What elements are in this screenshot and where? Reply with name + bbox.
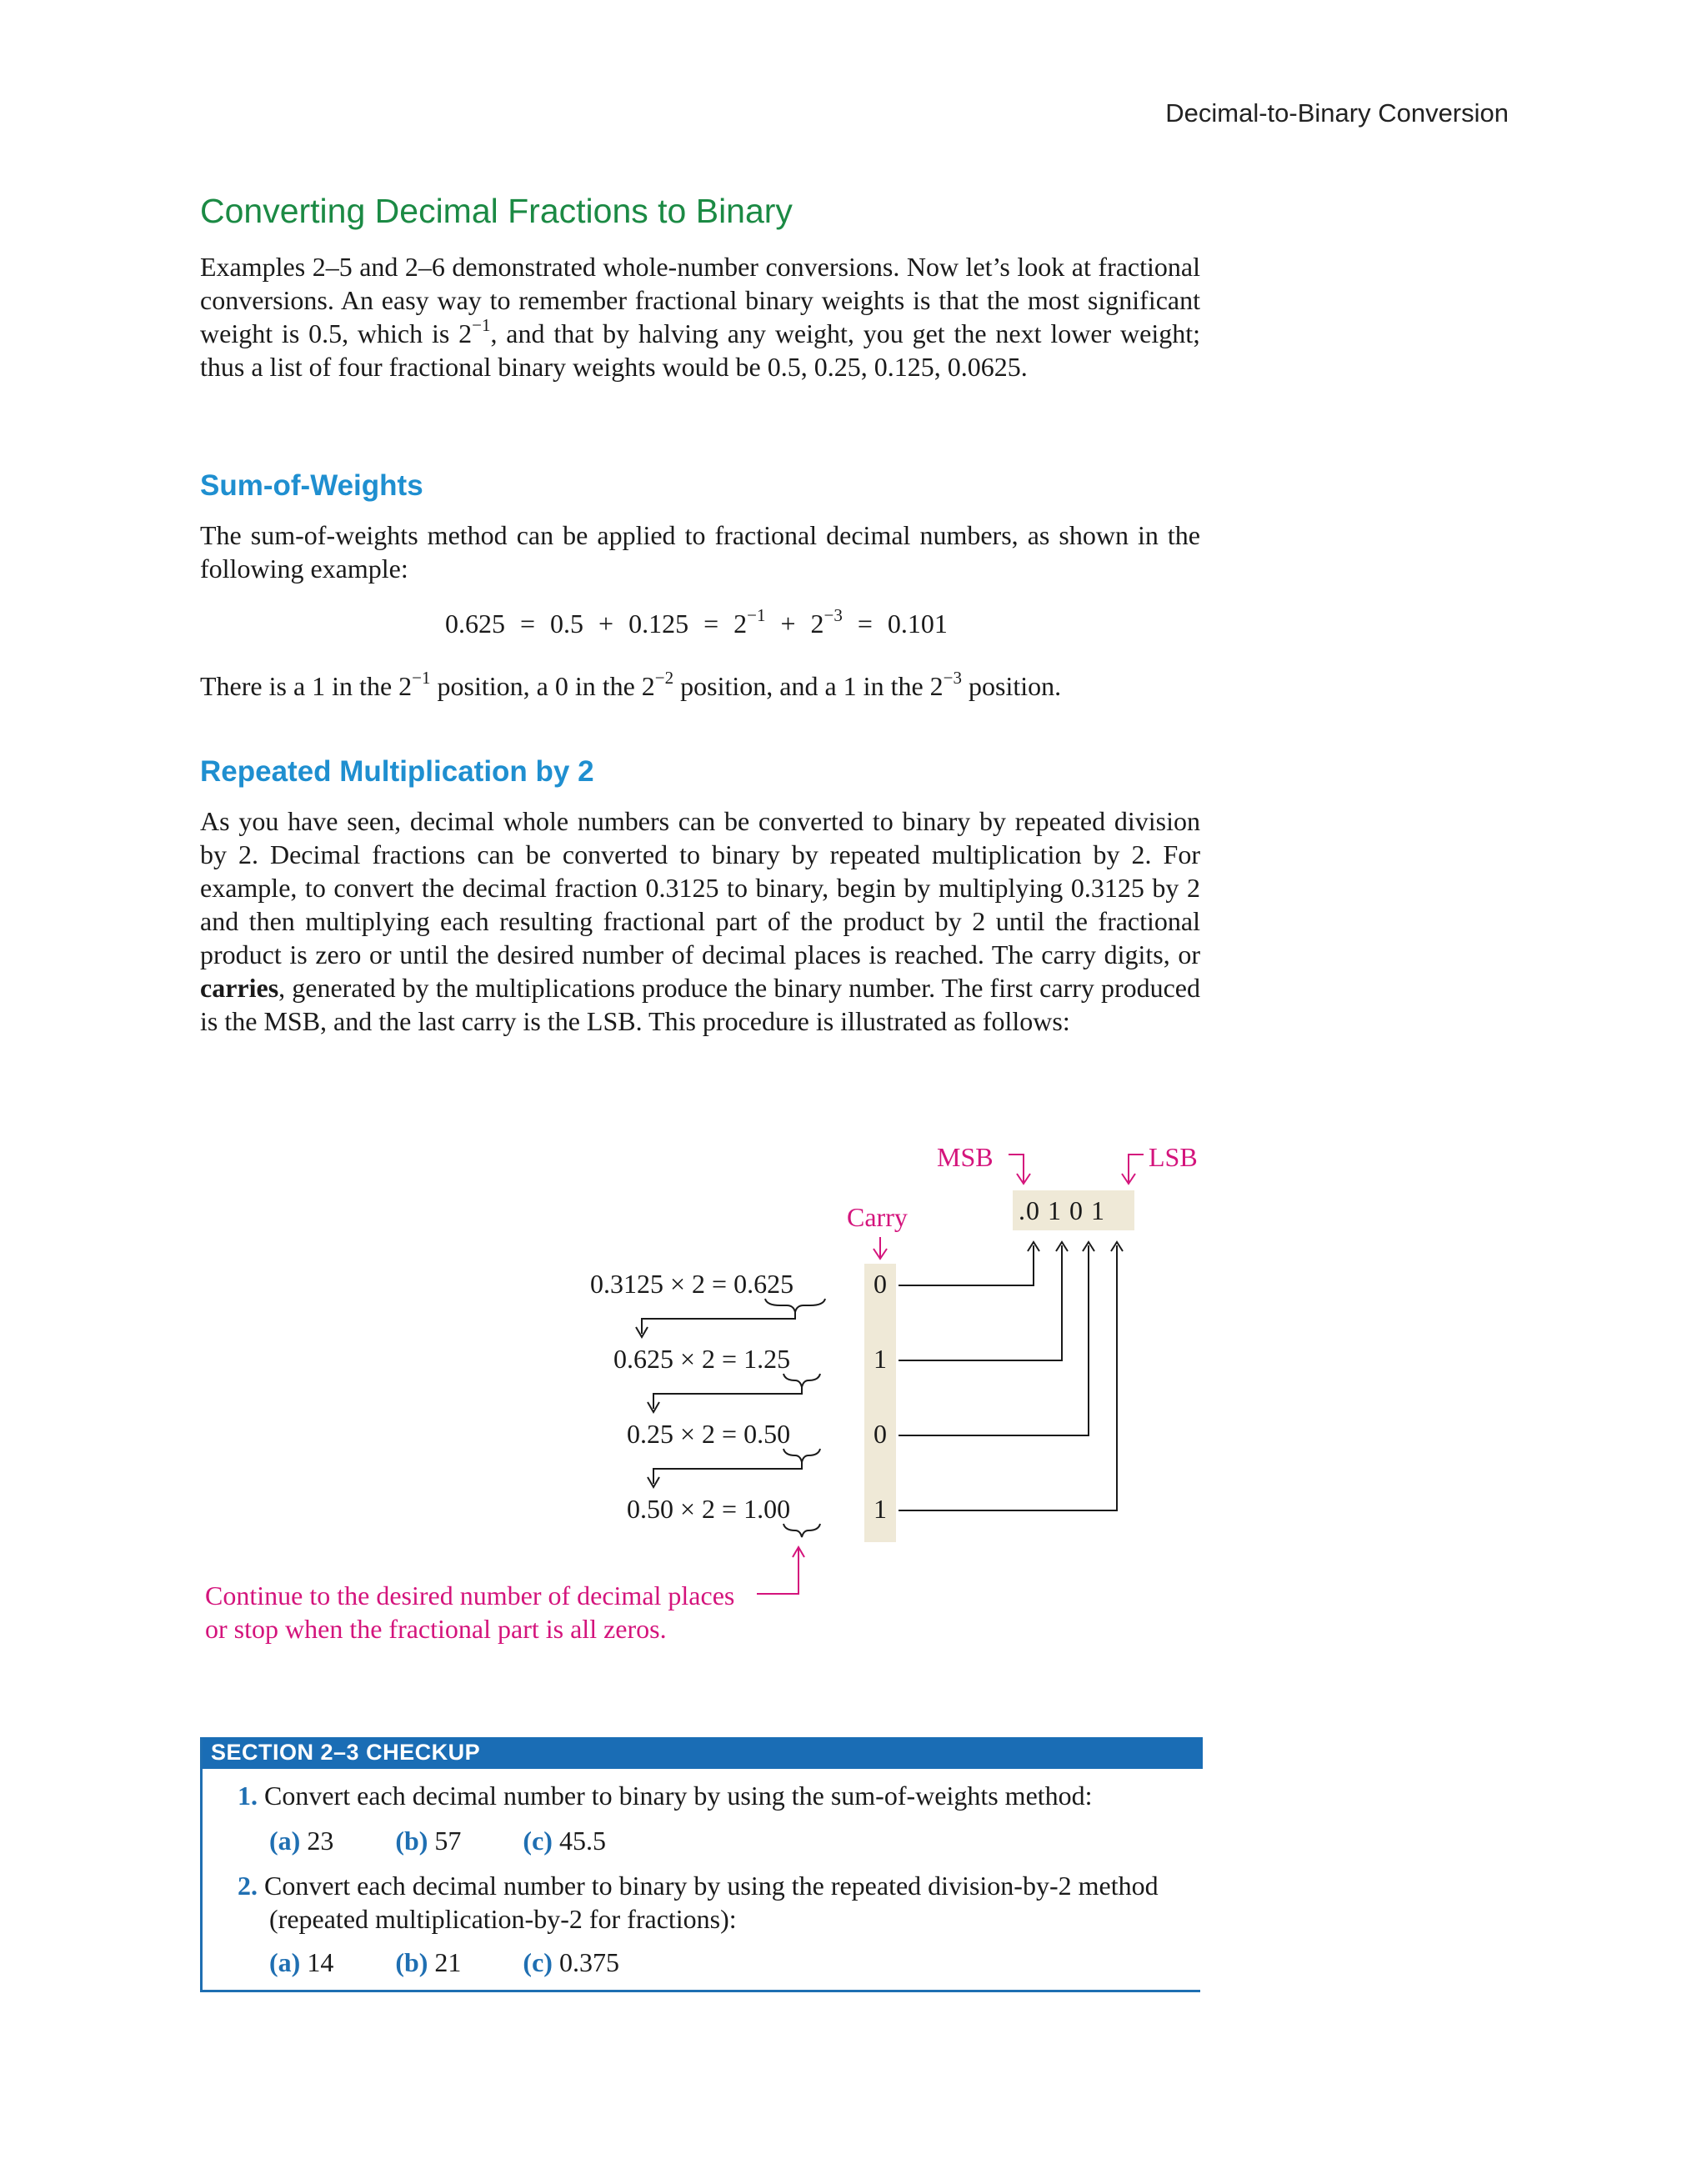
eq-op: = [520, 609, 536, 639]
pos-sup: −2 [654, 668, 674, 689]
sum-of-weights-equation [445, 605, 948, 639]
question-2-parts [269, 1947, 619, 1978]
step-1-carry: 0 [874, 1269, 887, 1299]
pos-text: position, and a 1 in the 2 [673, 671, 944, 701]
eq-op: = [703, 609, 719, 639]
step-3-equation: 0.25 × 2 = 0.50 [627, 1419, 791, 1449]
pos-text: position, a 0 in the 2 [430, 671, 655, 701]
part-value: 57 [434, 1826, 462, 1856]
carry-down-arrow [874, 1237, 887, 1259]
step-3-carry: 0 [874, 1419, 887, 1449]
part-value: 14 [307, 1947, 334, 1977]
repeated-mult-title: Repeated Multiplication by 2 [200, 755, 594, 788]
part-label: (a) [269, 1826, 301, 1856]
section-block [200, 192, 1200, 231]
step-2-equation: 0.625 × 2 = 1.25 [613, 1344, 791, 1374]
question-1-parts [269, 1826, 606, 1856]
eq-op: + [780, 609, 796, 639]
question-2 [238, 1871, 1159, 1901]
section-title: Converting Decimal Fractions to Binary [200, 192, 793, 230]
sum-of-weights-paragraph: The sum-of-weights method can be applied to fractional decimal numbers, as shown in the following example: [200, 520, 1200, 584]
pos-text: position. [962, 671, 1062, 701]
intro-sup: −1 [472, 315, 491, 336]
note-line-2: or stop when the fractional part is all zeros. [205, 1614, 667, 1644]
rm-text-2: , generated by the multiplications produce the binary number. The first carry produced is the MSB, and the last carry is the LSB. This procedure is illustrated as follows: [200, 973, 1200, 1036]
part-value: 21 [434, 1947, 462, 1977]
checkup-title [211, 1740, 480, 1766]
carry-label: Carry [847, 1202, 908, 1232]
intro-paragraph-block [200, 250, 1200, 383]
intro-paragraph [200, 250, 1200, 383]
sum-of-weights-para-block [200, 518, 1200, 585]
carry-lines [899, 1245, 1117, 1510]
result-up-arrows [1028, 1242, 1123, 1251]
binary-result: .0 1 0 1 [1019, 1195, 1105, 1225]
part-value: 23 [307, 1826, 334, 1856]
repeated-mult-para-block [200, 804, 1200, 1038]
running-head: Decimal-to-Binary Conversion [1165, 98, 1509, 128]
eq-exp: −1 [747, 605, 766, 626]
question-2-line-2: (repeated multiplication-by-2 for fractions): [269, 1904, 737, 1934]
eq-term: 0.625 [445, 609, 505, 639]
question-2-text-line-1: Convert each decimal number to binary by using the repeated division-by-2 method [264, 1871, 1159, 1901]
eq-exp: −3 [823, 605, 843, 626]
sum-of-weights-title: Sum-of-Weights [200, 469, 423, 502]
repeated-mult-paragraph [200, 804, 1200, 1038]
position-sentence [200, 669, 1200, 703]
eq-term: 2 [733, 609, 748, 639]
step-2-carry: 1 [874, 1344, 887, 1374]
msb-label: MSB [937, 1142, 994, 1172]
note-line-1: Continue to the desired number of decimal places [205, 1580, 735, 1610]
question-1 [238, 1781, 1093, 1811]
step-1-equation: 0.3125 × 2 = 0.625 [590, 1269, 794, 1299]
lsb-pointer [1122, 1155, 1144, 1184]
step-4-carry: 1 [874, 1494, 887, 1524]
eq-term: 0.101 [887, 609, 948, 639]
pos-sup: −3 [943, 668, 962, 689]
intro-text-2: , and that by halving any weight, you get the next lower weight; thus a list of four fractional binary weights would be 0.5, 0.25, 0.125, 0.0625. [200, 318, 1200, 382]
part-label: (c) [523, 1826, 553, 1856]
sum-of-weights-heading-block [200, 469, 1200, 503]
repeated-mult-heading-block [200, 755, 1200, 789]
part-value: 0.375 [558, 1947, 619, 1977]
question-1-text: Convert each decimal number to binary by using the sum-of-weights method: [264, 1781, 1093, 1811]
checkup-section-number: SECTION 2–3 [211, 1740, 360, 1765]
part-label: (b) [395, 1826, 428, 1856]
eq-op: + [598, 609, 614, 639]
part-label: (b) [395, 1947, 428, 1977]
rm-text-1: As you have seen, decimal whole numbers can be converted to binary by repeated division by 2. Decimal fractions can be converted to binary by repeated multiplication by 2. For example, to convert the decimal fraction 0.3125 to binary, begin by multiplying 0.3125 by 2 and then multiplying each resulting fractional part of the product by 2 until the fractional product is zero or until the desired number of decimal places is reached. The carry digits, or [200, 806, 1200, 969]
msb-pointer [1009, 1155, 1030, 1184]
checkup-title-bar [203, 1737, 1203, 1769]
eq-term: 0.5 [550, 609, 584, 639]
step-4-equation: 0.50 × 2 = 1.00 [627, 1494, 791, 1524]
part-label: (c) [523, 1947, 553, 1977]
lsb-label: LSB [1149, 1142, 1198, 1172]
pos-text: There is a 1 in the 2 [200, 671, 413, 701]
question-2-number: 2. [238, 1871, 258, 1901]
part-value: 45.5 [558, 1826, 606, 1856]
part-label: (a) [269, 1947, 301, 1977]
eq-term: 0.125 [628, 609, 689, 639]
pos-sup: −1 [412, 668, 431, 689]
rm-bold-term: carries [200, 973, 279, 1003]
note-pointer [757, 1547, 804, 1594]
section-checkup-box [200, 1737, 1200, 1992]
question-1-number: 1. [238, 1781, 258, 1811]
eq-op: = [857, 609, 873, 639]
position-sentence-block [200, 669, 1200, 703]
eq-term: 2 [810, 609, 824, 639]
intro-text-1: Examples 2–5 and 2–6 demonstrated whole-number conversions. Now let’s look at fractional conversions. An easy way to remember fractional binary weights is that the most significant weight is 0.5, which is 2 [200, 252, 1200, 348]
checkup-label: CHECKUP [366, 1740, 481, 1765]
